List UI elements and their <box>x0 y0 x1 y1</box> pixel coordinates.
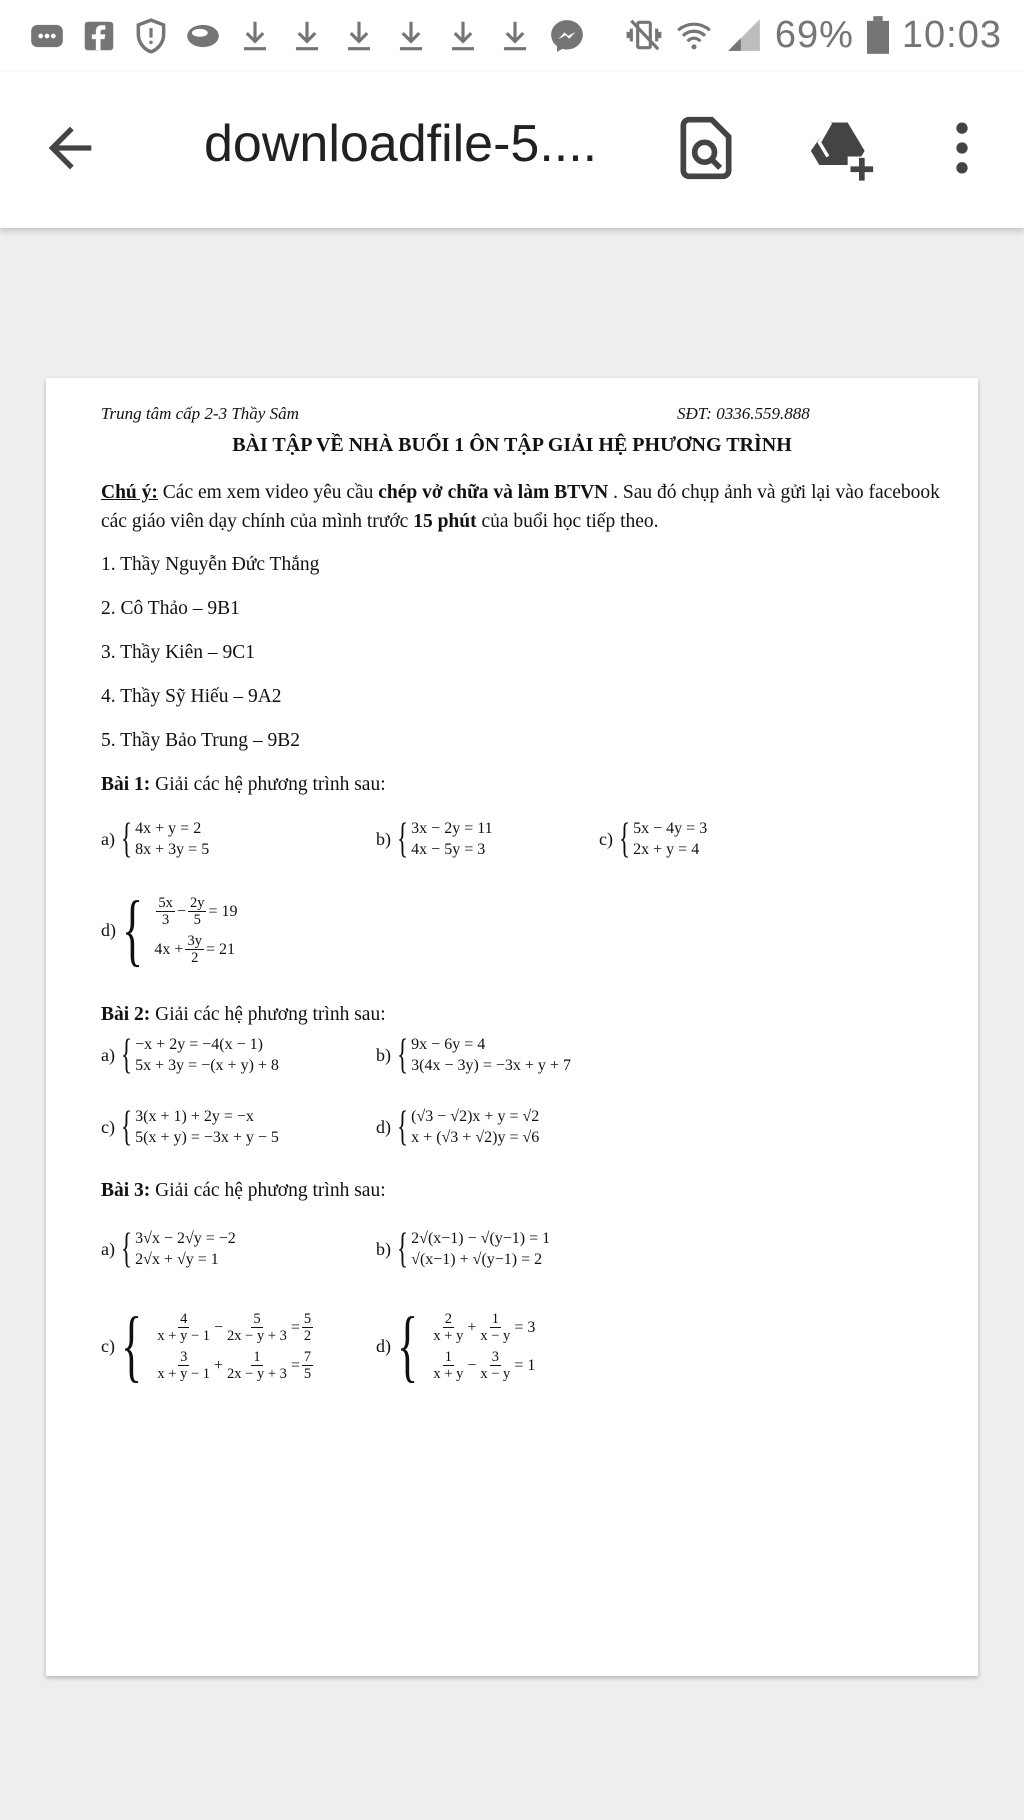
equation-line: 4x − 5y = 3 <box>411 841 486 858</box>
equation-line: √(x−1) + √(y−1) = 2 <box>411 1251 543 1268</box>
fraction-numerator: 3 <box>180 1348 188 1365</box>
battery-percentage: 69% <box>774 13 854 56</box>
cellular-signal-icon <box>725 16 763 54</box>
fraction-numerator: 1 <box>253 1348 261 1365</box>
more-vert-icon <box>928 114 996 182</box>
battery-icon <box>866 16 890 54</box>
equation-line: (√3 − √2)x + y = √2 <box>411 1108 540 1125</box>
drive-add-icon <box>808 114 876 182</box>
exercise-text: Giải các hệ phương trình sau: <box>150 774 386 795</box>
add-to-drive-button[interactable] <box>808 114 876 182</box>
item-label: a) <box>101 1044 115 1065</box>
exercise-text: Giải các hệ phương trình sau: <box>150 1180 386 1201</box>
equation-line: 2√x + √y = 1 <box>135 1251 219 1268</box>
document-heading: BÀI TẬP VỀ NHÀ BUỔI 1 ÔN TẬP GIẢI HỆ PHƯƠNG TRÌNH <box>232 434 792 456</box>
download-icon <box>444 17 482 55</box>
document-title: downloadfile-5.... <box>204 115 598 173</box>
clock: 10:03 <box>901 13 1002 56</box>
wifi-icon <box>675 16 713 54</box>
equation-line: 3x − 2y = 11 <box>411 820 493 837</box>
equation-line: −x + 2y = −4(x − 1) <box>135 1036 263 1053</box>
operator: + <box>214 1356 224 1374</box>
system-3d: d) { $\frac{2}{x + y}$ + $\frac{1}{x - y}$ = 3 $\frac{1}{x + y}$ − $\frac{3}{x - y}$ = 1 <box>376 1302 536 1390</box>
teacher-item: 4. Thầy Sỹ Hiếu – 9A2 <box>101 686 282 707</box>
note-bold: 15 phút <box>413 511 477 532</box>
fraction-denominator: x + y <box>433 1327 464 1344</box>
exercise-2-heading <box>101 1004 386 1026</box>
operator: + <box>467 1318 477 1336</box>
equation-rhs: = 19 <box>208 902 238 920</box>
search-in-document-button[interactable] <box>672 114 740 182</box>
item-label: b) <box>376 828 391 849</box>
exercise-text: Giải các hệ phương trình sau: <box>150 1004 386 1025</box>
system-1a: a) { 4x + y = 2 8x + 3y = 5 <box>101 816 210 862</box>
exercise-1-heading <box>101 774 386 796</box>
exercise-label: Bài 1: <box>101 774 151 795</box>
fraction-denominator: 3 <box>162 911 170 928</box>
equation-line: 2√(x−1) − √(y−1) = 1 <box>411 1230 551 1247</box>
exercise-label: Bài 2: <box>101 1004 151 1025</box>
fraction-numerator: 3y <box>187 932 202 949</box>
find-in-page-icon <box>672 114 740 182</box>
item-label: c) <box>101 1116 115 1137</box>
system-3b: b) { 2√(x−1) − √(y−1) = 1 √(x−1) + √(y−1) = 2 <box>376 1226 551 1272</box>
system-3a: a) { 3√x − 2√y = −2 2√x + √y = 1 <box>101 1226 236 1272</box>
fraction-numerator: 3 <box>491 1348 499 1365</box>
fraction-numerator: 1 <box>444 1348 452 1365</box>
equation-line: 9x − 6y = 4 <box>411 1036 486 1053</box>
system-1c: c) { 5x − 4y = 3 2x + y = 4 <box>599 816 708 862</box>
fraction-denominator: x − y <box>480 1327 511 1344</box>
equation-rhs: = 1 <box>514 1356 536 1374</box>
fraction-denominator: 5 <box>193 911 201 928</box>
header-center-name: Trung tâm cấp 2-3 Thầy Sâm <box>101 404 299 423</box>
fraction-denominator: x + y − 1 <box>157 1365 210 1382</box>
operator: − <box>214 1318 224 1336</box>
fraction-denominator: 5 <box>303 1365 312 1382</box>
back-button[interactable] <box>38 116 102 180</box>
fraction-denominator: 2x − y + 3 <box>227 1365 287 1382</box>
fraction-denominator: 2 <box>303 1327 312 1344</box>
item-label: d) <box>376 1335 391 1356</box>
more-options-button[interactable] <box>928 114 996 182</box>
cloud-app-icon <box>184 17 222 55</box>
teacher-item: 1. Thầy Nguyễn Đức Thắng <box>101 554 320 575</box>
item-label: c) <box>599 828 613 849</box>
equation-line: 3√x − 2√y = −2 <box>135 1230 236 1247</box>
fraction-numerator: 2 <box>444 1310 452 1327</box>
equation-line: 3(x + 1) + 2y = −x <box>135 1108 254 1125</box>
download-icon <box>288 17 326 55</box>
document-page <box>46 378 978 1676</box>
exercise-3-heading <box>101 1180 386 1202</box>
system-3c: c) { $\frac{4}{x + y - 1}$ − $\frac{5}{2x - y + 3}$ = $\frac{5}{2}$ $\frac{3}{x + y - 1}$ + $\frac{1}{2x - y + 3}$ = $\frac{7}{5}$ <box>101 1302 312 1390</box>
note-bold: chép vở chữa và làm BTVN <box>378 482 609 503</box>
system-2d: d) { (√3 − √2)x + y = √2 x + (√3 + √2)y = √6 <box>376 1104 540 1150</box>
operator: − <box>467 1356 477 1374</box>
system-1b: b) { 3x − 2y = 11 4x − 5y = 3 <box>376 816 493 862</box>
fraction-denominator: x + y − 1 <box>157 1327 210 1344</box>
operator: = <box>290 1356 300 1374</box>
system-2c: c) { 3(x + 1) + 2y = −x 5(x + y) = −3x + y − 5 <box>101 1104 279 1150</box>
operator: − <box>176 902 186 920</box>
item-label: d) <box>101 919 116 940</box>
note-text: Các em xem video yêu cầu <box>157 482 379 503</box>
fraction-numerator: 4 <box>180 1310 188 1327</box>
teacher-item: 2. Cô Thảo – 9B1 <box>101 598 240 619</box>
teacher-item: 3. Thầy Kiên – 9C1 <box>101 642 256 663</box>
fraction-denominator: x − y <box>480 1365 511 1382</box>
facebook-icon <box>80 17 118 55</box>
equation-line: 8x + 3y = 5 <box>135 841 210 858</box>
note-label: Chú ý: <box>101 482 158 503</box>
equation-line: 4x + y = 2 <box>135 820 202 837</box>
fraction-denominator: x + y <box>433 1365 464 1382</box>
item-label: a) <box>101 828 115 849</box>
equation-line: 3(4x − 3y) = −3x + y + 7 <box>411 1057 571 1074</box>
app-bar <box>0 72 1024 228</box>
system-2a: a) { −x + 2y = −4(x − 1) 5x + 3y = −(x + y) + 8 <box>101 1032 279 1078</box>
exercise-label: Bài 3: <box>101 1180 151 1201</box>
system-2b: b) { 9x − 6y = 4 3(4x − 3y) = −3x + y + 7 <box>376 1032 571 1078</box>
fraction-denominator: 2x − y + 3 <box>227 1327 287 1344</box>
download-icon <box>340 17 378 55</box>
system-1d: d) { $\frac{5x}{3}$ − $\frac{2y}{5}$ = 19 4x + $\frac{3y}{2}$ = 21 <box>101 886 238 974</box>
note-paragraph <box>101 478 961 536</box>
item-label: b) <box>376 1044 391 1065</box>
equation-line: x + (√3 + √2)y = √6 <box>411 1129 540 1146</box>
download-icon <box>236 17 274 55</box>
equation-line: 5x − 4y = 3 <box>633 820 708 837</box>
arrow-left-icon <box>38 116 102 180</box>
item-label: c) <box>101 1335 115 1356</box>
status-bar <box>0 0 1024 72</box>
fraction-numerator: 1 <box>491 1310 499 1327</box>
equation-line: 5(x + y) = −3x + y − 5 <box>135 1129 279 1146</box>
note-text: . Sau đó chụp ảnh và gửi lại vào facebook các giáo viên dạy chính của mình trước <box>101 482 940 532</box>
equation-rhs: = 3 <box>514 1318 536 1336</box>
equation-rhs: = 21 <box>205 940 235 958</box>
item-label: d) <box>376 1116 391 1137</box>
vibrate-mute-icon <box>625 16 663 54</box>
fraction-numerator: 5 <box>253 1310 261 1327</box>
download-icon <box>496 17 534 55</box>
fraction-numerator: 7 <box>303 1348 312 1365</box>
sms-notification-icon <box>28 17 66 55</box>
download-icon <box>392 17 430 55</box>
fraction-numerator: 2y <box>189 894 205 911</box>
note-text: của buổi học tiếp theo. <box>476 511 659 532</box>
teacher-item: 5. Thầy Bảo Trung – 9B2 <box>101 730 300 751</box>
item-label: a) <box>101 1238 115 1259</box>
item-label: b) <box>376 1238 391 1259</box>
operator: = <box>290 1318 300 1336</box>
fraction-numerator: 5x <box>158 894 173 911</box>
header-phone: SĐT: 0336.559.888 <box>677 404 810 423</box>
equation-line: 5x + 3y = −(x + y) + 8 <box>135 1057 279 1074</box>
equation-line: 2x + y = 4 <box>633 841 700 858</box>
fraction-numerator: 5 <box>303 1310 312 1327</box>
shield-alert-icon <box>132 17 170 55</box>
fraction-denominator: 2 <box>191 949 199 966</box>
messenger-icon <box>548 17 586 55</box>
equation-part: 4x + <box>154 940 184 958</box>
